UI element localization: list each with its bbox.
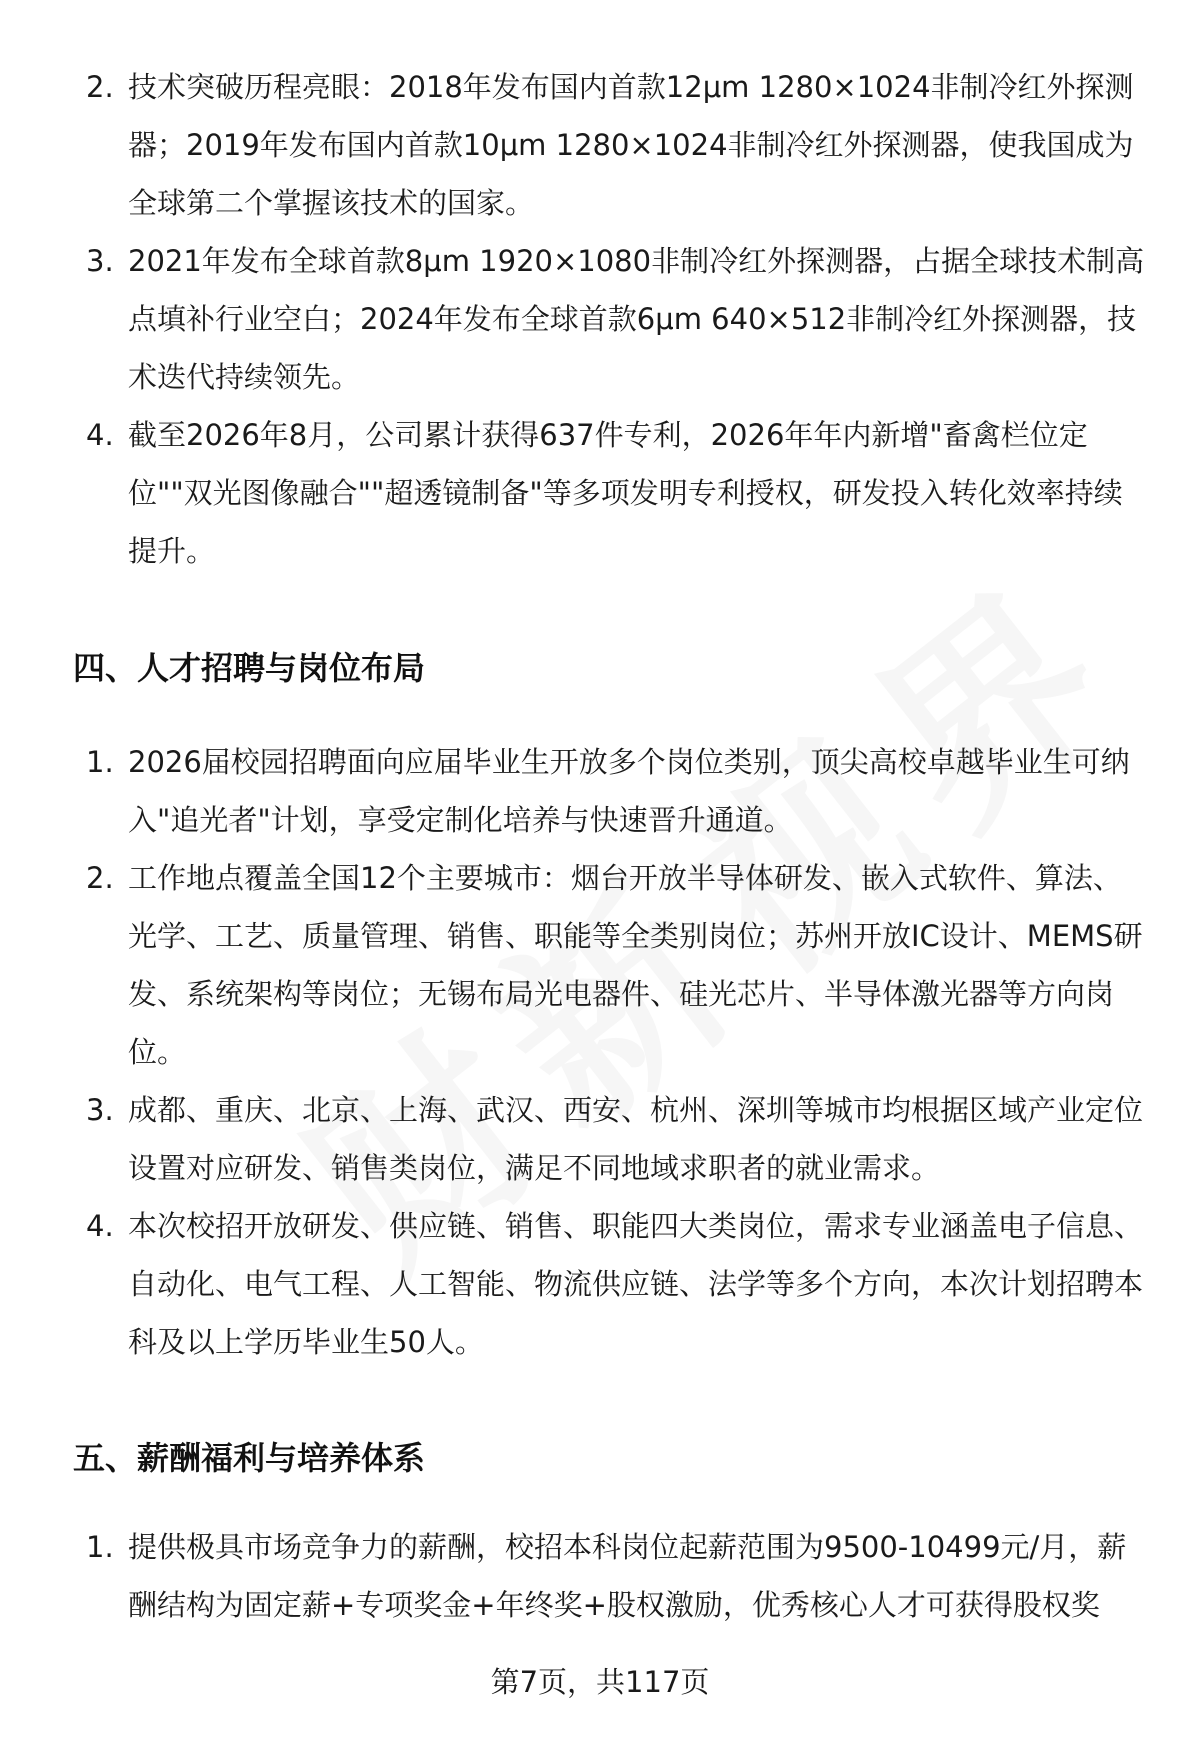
list-item [0, 58, 1200, 232]
list-item [0, 232, 1200, 406]
list-item [0, 1518, 1200, 1634]
list-recruitment [0, 733, 1200, 1371]
list-item-text: 本次校招开放研发、供应链、销售、职能四大类岗位，需求专业涵盖电子信息、自动化、电气工程、人工智能、物流供应链、法学等多个方向，本次计划招聘本科及以上学历毕业生50人。 [128, 1209, 1144, 1359]
list-item-number: 2. [86, 70, 114, 104]
list-item [0, 1081, 1200, 1197]
list-item-number: 2. [86, 861, 114, 895]
list-item-text: 2026届校园招聘面向应届毕业生开放多个岗位类别，顶尖高校卓越毕业生可纳入"追光者"计划，享受定制化培养与快速晋升通道。 [128, 745, 1130, 837]
list-item [0, 406, 1200, 580]
list-top [0, 58, 1200, 580]
list-item-text: 2021年发布全球首款8μm 1920×1080非制冷红外探测器，占据全球技术制高点填补行业空白；2024年发布全球首款6μm 640×512非制冷红外探测器，技术迭代持续领先。 [128, 244, 1145, 394]
list-item-text: 技术突破历程亮眼：2018年发布国内首款12μm 1280×1024非制冷红外探测器；2019年发布国内首款10μm 1280×1024非制冷红外探测器，使我国成为全球第二个掌握该技术的国家。 [128, 70, 1134, 220]
section-heading-compensation: 五、薪酬福利与培养体系 [73, 1439, 426, 1477]
list-item-text: 提供极具市场竞争力的薪酬，校招本科岗位起薪范围为9500-10499元/月，薪酬结构为固定薪+专项奖金+年终奖+股权激励，优秀核心人才可获得股权奖 [128, 1530, 1127, 1622]
section-heading-recruitment: 四、人才招聘与岗位布局 [73, 649, 426, 687]
list-item-number: 3. [86, 1093, 114, 1127]
list-item [0, 849, 1200, 1081]
list-compensation [0, 1518, 1200, 1634]
list-item-text: 成都、重庆、北京、上海、武汉、西安、杭州、深圳等城市均根据区域产业定位设置对应研发、销售类岗位，满足不同地域求职者的就业需求。 [128, 1093, 1144, 1185]
list-item-text: 工作地点覆盖全国12个主要城市：烟台开放半导体研发、嵌入式软件、算法、光学、工艺、质量管理、销售、职能等全类别岗位；苏州开放IC设计、MEMS研发、系统架构等岗位；无锡布局光电器件、硅光芯片、半导体激光器等方向岗位。 [128, 861, 1143, 1069]
list-item [0, 1197, 1200, 1371]
page-number: 第7页，共117页 [490, 1665, 710, 1699]
list-item-number: 4. [86, 1209, 114, 1243]
list-item-number: 4. [86, 418, 114, 452]
list-item-text: 截至2026年8月，公司累计获得637件专利，2026年年内新增"畜禽栏位定位""双光图像融合""超透镜制备"等多项发明专利授权，研发投入转化效率持续提升。 [128, 418, 1123, 568]
list-item-number: 1. [86, 1530, 114, 1564]
list-item-number: 3. [86, 244, 114, 278]
list-item [0, 733, 1200, 849]
list-item-number: 1. [86, 745, 114, 779]
